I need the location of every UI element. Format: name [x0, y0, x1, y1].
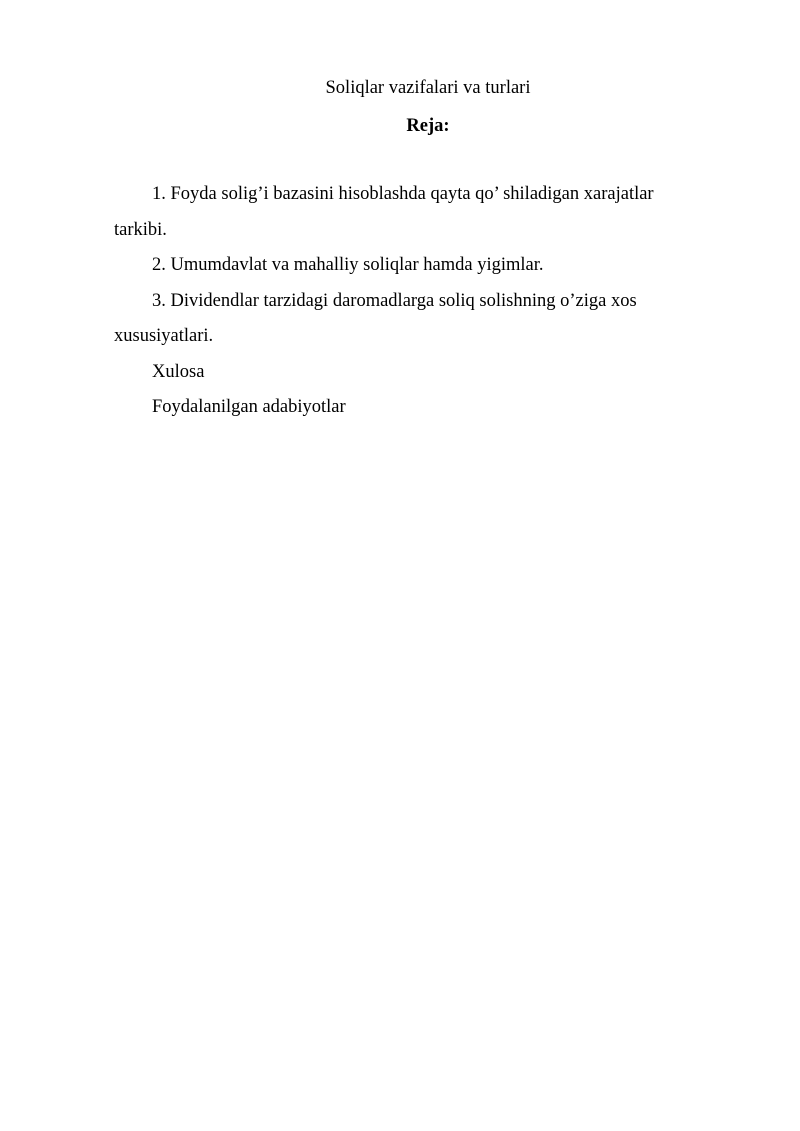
plan-list: [114, 177, 704, 426]
plan-item-1: 1. Foyda solig’i bazasini hisoblashda qayta qo’ shiladigan xarajatlar tarkibi.: [114, 184, 654, 240]
document-title: Soliqlar vazifalari va turlari: [325, 78, 531, 98]
plan-item-references: Foydalanilgan adabiyotlar: [152, 397, 346, 417]
plan-item-conclusion: Xulosa: [152, 361, 205, 382]
plan-heading: Reja:: [406, 116, 450, 136]
plan-item-3: 3. Dividendlar tarzidagi daromadlarga soliq solishning o’ziga xos xususiyatlari.: [114, 290, 637, 346]
plan-item-2: 2. Umumdavlat va mahalliy soliqlar hamda yigimlar.: [152, 255, 544, 275]
